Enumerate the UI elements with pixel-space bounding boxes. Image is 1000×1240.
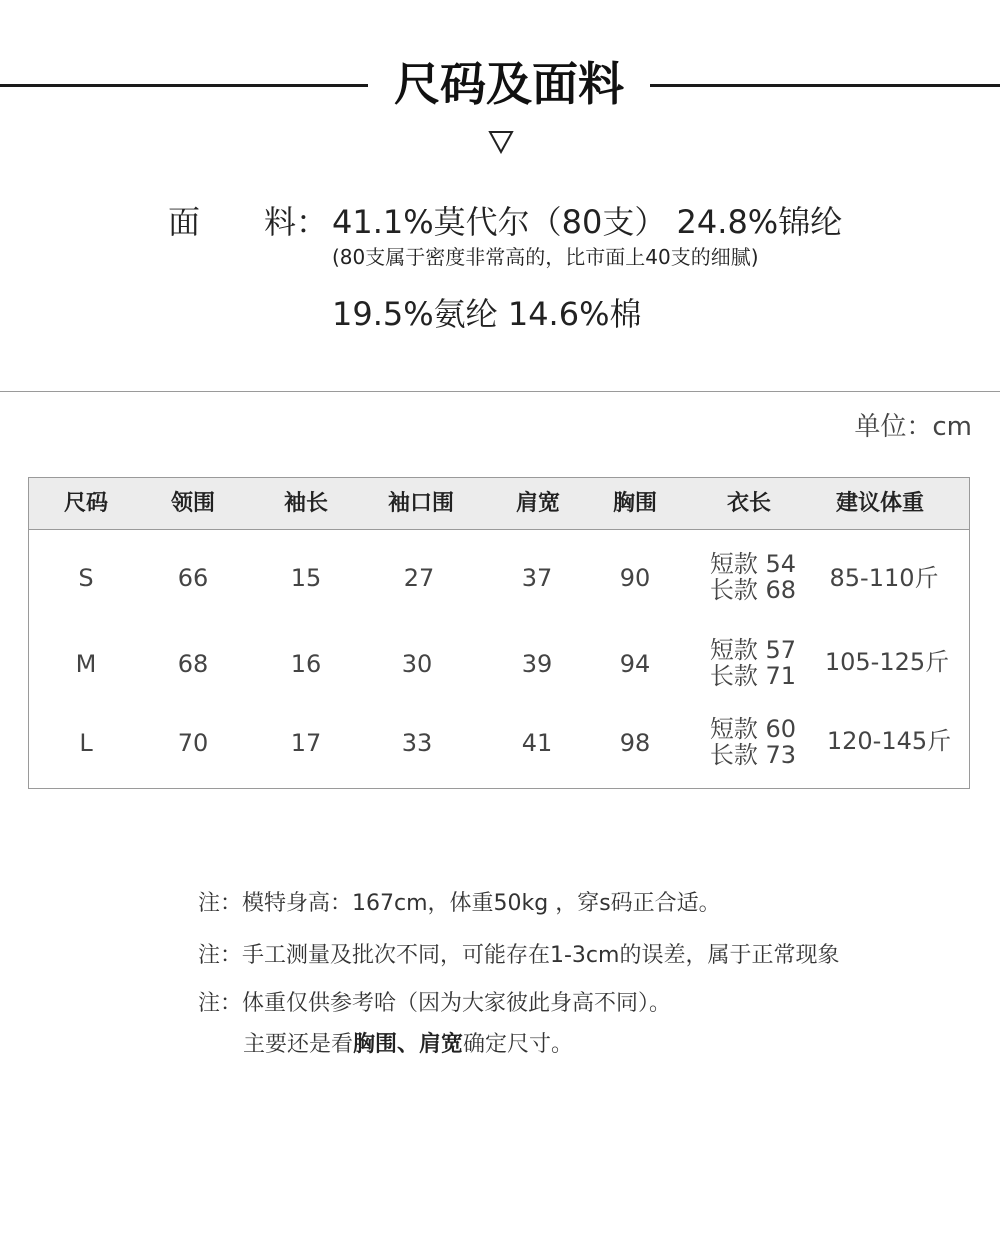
cell-size: S bbox=[78, 564, 94, 592]
title-rule-right bbox=[650, 84, 1000, 87]
title-rule-left bbox=[0, 84, 368, 87]
cell-length-long: 长款 68 bbox=[709, 576, 797, 604]
cell-length-short: 短款 60 bbox=[709, 715, 797, 743]
note-size-advice-emphasis: 胸围、肩宽 bbox=[353, 1032, 464, 1057]
cell-chest: 90 bbox=[619, 564, 651, 592]
note-size-advice-prefix: 主要还是看 bbox=[243, 1032, 354, 1057]
fabric-composition-line2: 19.5%氨纶 14.6%棉 bbox=[332, 295, 642, 333]
cell-length-short: 短款 54 bbox=[709, 550, 797, 578]
header-length: 衣长 bbox=[726, 491, 772, 516]
cell-weight: 85-110斤 bbox=[829, 564, 939, 592]
note-measurement-error: 注：手工测量及批次不同，可能存在1-3cm的误差，属于正常现象 bbox=[198, 943, 840, 968]
header-chest: 胸围 bbox=[612, 491, 658, 516]
cell-shoulder: 39 bbox=[521, 650, 553, 678]
cell-neck: 68 bbox=[177, 650, 209, 678]
cell-weight: 120-145斤 bbox=[826, 727, 952, 755]
cell-sleeve: 16 bbox=[290, 650, 322, 678]
cell-shoulder: 37 bbox=[521, 564, 553, 592]
cell-length-long: 长款 73 bbox=[709, 741, 797, 769]
cell-cuff: 33 bbox=[401, 729, 433, 757]
header-sleeve: 袖长 bbox=[283, 491, 329, 516]
note-model-info: 注：模特身高：167cm，体重50kg ，穿s码正合适。 bbox=[198, 891, 721, 916]
cell-size: M bbox=[75, 650, 97, 678]
cell-weight: 105-125斤 bbox=[824, 648, 950, 676]
cell-neck: 70 bbox=[177, 729, 209, 757]
section-divider bbox=[0, 391, 1000, 392]
header-neck: 领围 bbox=[170, 491, 216, 516]
note-weight-reference: 注：体重仅供参考哈（因为大家彼此身高不同）。 bbox=[198, 991, 672, 1016]
cell-shoulder: 41 bbox=[521, 729, 553, 757]
fabric-composition-note: (80支属于密度非常高的，比市面上40支的细腻) bbox=[332, 245, 759, 269]
cell-cuff: 30 bbox=[401, 650, 433, 678]
table-header-row bbox=[29, 478, 969, 530]
page-title: 尺码及面料 bbox=[394, 57, 624, 111]
fabric-label-char2: 料： bbox=[264, 203, 329, 241]
header-cuff: 袖口围 bbox=[387, 491, 455, 516]
cell-chest: 98 bbox=[619, 729, 651, 757]
size-table bbox=[28, 477, 970, 789]
fabric-label-char1: 面 bbox=[168, 203, 201, 241]
cell-length-long: 长款 71 bbox=[709, 662, 797, 690]
cell-chest: 94 bbox=[619, 650, 651, 678]
cell-neck: 66 bbox=[177, 564, 209, 592]
fabric-composition-line1: 41.1%莫代尔（80支） 24.8%锦纶 bbox=[332, 203, 843, 241]
note-size-advice bbox=[243, 1029, 573, 1061]
cell-sleeve: 17 bbox=[290, 729, 322, 757]
down-triangle-outline-icon bbox=[488, 130, 514, 154]
cell-size: L bbox=[79, 729, 93, 757]
note-size-advice-suffix: 确定尺寸。 bbox=[463, 1032, 574, 1057]
cell-cuff: 27 bbox=[403, 564, 435, 592]
cell-length-short: 短款 57 bbox=[709, 636, 797, 664]
header-size: 尺码 bbox=[63, 491, 109, 516]
header-shoulder: 肩宽 bbox=[515, 491, 561, 516]
header-weight: 建议体重 bbox=[835, 491, 925, 516]
cell-sleeve: 15 bbox=[290, 564, 322, 592]
unit-label: 单位：cm bbox=[854, 412, 972, 442]
